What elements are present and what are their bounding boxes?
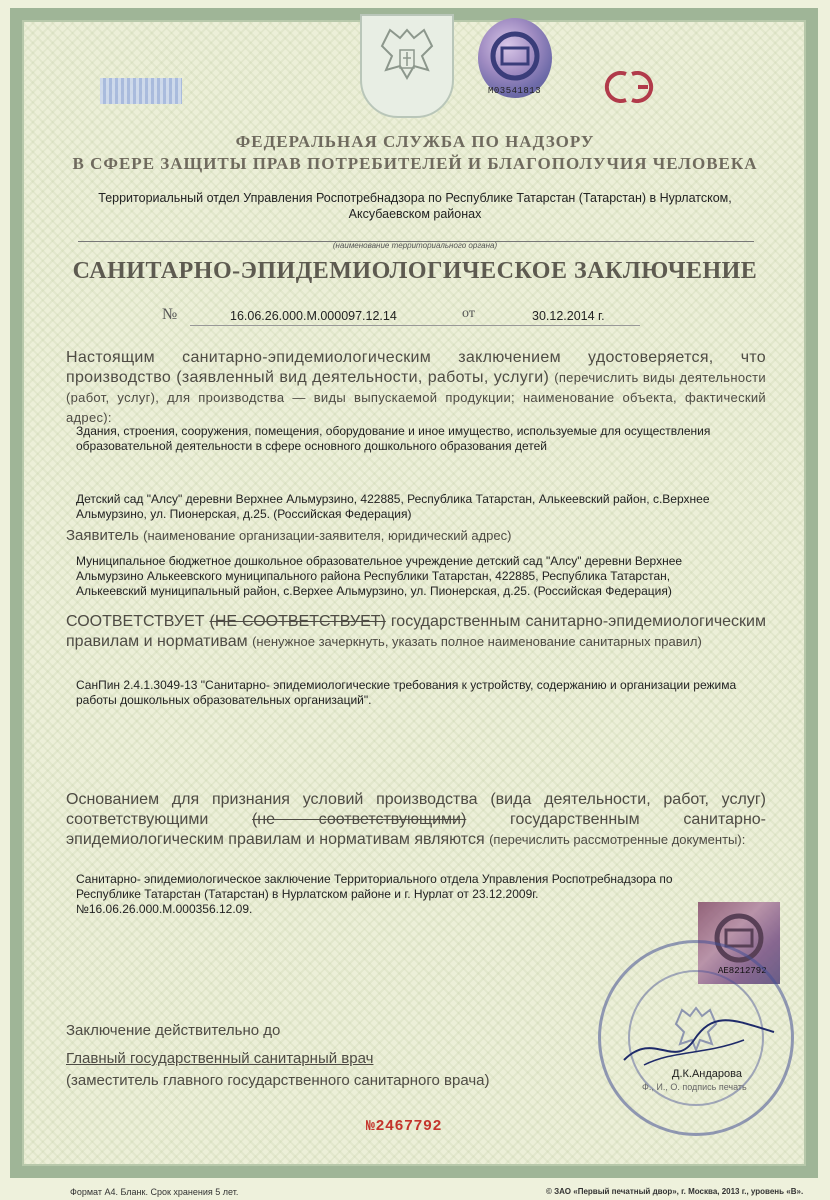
- signer-name: Д.К.Андарова: [672, 1068, 742, 1080]
- sanpin-text: СанПин 2.4.1.3049-13 "Санитарно- эпидемиологические требования к устройству, содержанию и организации режима работы дошкольных образовательных организаций".: [76, 678, 737, 707]
- form-serial-number: №2467792: [366, 1118, 443, 1135]
- basis-part2: государственным санитарно-эпидемиологическим правилам и нормативам являются: [66, 811, 766, 848]
- document-title: САНИТАРНО-ЭПИДЕМИОЛОГИЧЕСКОЕ ЗАКЛЮЧЕНИЕ: [72, 258, 758, 284]
- number-sign: №: [162, 306, 178, 323]
- footer-format-note: Формат А4. Бланк. Срок хранения 5 лет.: [70, 1187, 239, 1197]
- lead-hint: (перечислить виды деятельности (работ, услуг), для производства — виды выпускаемой продукции; наименование объекта, фактический адрес):: [66, 370, 766, 425]
- document-date: 30.12.2014 г.: [532, 309, 605, 323]
- hologram-code-2: АЕ8212792: [718, 966, 767, 976]
- object-address: Детский сад "Алсу" деревни Верхнее Альмурзино, 422885, Республика Татарстан, Алькеевский район, с.Верхнее Альмурзино, ул. Пионерская, д.25. (Российская Федерация): [76, 492, 710, 521]
- footer-printer-note: © ЗАО «Первый печатный двор», г. Москва, 2013 г., уровень «В».: [546, 1187, 804, 1196]
- lead-main: Настоящим санитарно-эпидемиологическим заключением удостоверяется, что производство (заявленный вид деятельности, работы, услуги): [66, 349, 766, 386]
- agency-title-line2: В СФЕРЕ ЗАЩИТЫ ПРАВ ПОТРЕБИТЕЛЕЙ И БЛАГОПОЛУЧИЯ ЧЕЛОВЕКА: [72, 154, 758, 173]
- compliance-hint: (ненужное зачеркнуть, указать полное наименование санитарных правил): [252, 634, 702, 649]
- territorial-caption: (наименование территориального органа): [332, 241, 498, 250]
- lead-paragraph: [66, 348, 766, 428]
- signer-caption: Ф., И., О. подпись печать: [642, 1082, 747, 1092]
- activity-text: Здания, строения, сооружения, помещения, оборудование и иное имущество, используемые для осуществления образовательной деятельности в сфере основного дошкольного образования детей: [76, 424, 711, 453]
- basis-documents: Санитарно- эпидемиологическое заключение Территориального отдела Управления Роспотребнадзора по Республике Татарстан (Татарстан) в Нурлатском районе и г. Нурлат от 23.12.2009г. №16.06.26.000.М.000356.12.09.: [76, 872, 673, 916]
- eagle-emblem-icon: [362, 16, 452, 116]
- compliance-paragraph: [66, 612, 766, 652]
- compliance-rest: государственным санитарно-эпидемиологическим правилам и нормативам: [66, 613, 766, 650]
- number-underline: [190, 325, 640, 326]
- se-logo: [598, 66, 668, 108]
- deputy-title: (заместитель главного государственного санитарного врача): [66, 1072, 490, 1089]
- valid-until-label: Заключение действительно до: [66, 1022, 281, 1039]
- applicant-label-line: [66, 526, 511, 545]
- security-strip: [100, 78, 182, 104]
- basis-part1: Основанием для признания условий производства (вида деятельности, работ, услуг) соответствующими: [66, 791, 766, 828]
- se-logo-icon: [598, 66, 668, 108]
- from-label: от: [462, 306, 475, 321]
- chief-doctor-title: Главный государственный санитарный врач: [66, 1050, 374, 1067]
- hologram-code: М03541813: [488, 86, 542, 96]
- applicant-hint: (наименование организации-заявителя, юридический адрес): [143, 528, 512, 543]
- applicant-label: Заявитель: [66, 527, 139, 544]
- basis-paragraph: [66, 790, 766, 850]
- compliance-struck: (НЕ СООТВЕТСТВУЕТ): [209, 613, 386, 630]
- emblem-plate: [360, 14, 454, 118]
- applicant-text: Муниципальное бюджетное дошкольное образовательное учреждение детский сад "Алсу" деревни Верхнее Альмурзино Алькеевского муниципального района Республики Татарстан, 422885, Республика Татарстан, Алькеевский муниципальный район, с.Верхее Альмурзино, ул. Пионерская, д.25. (Российская Федерация): [76, 554, 683, 598]
- territorial-body: Территориальный отдел Управления Роспотребнадзора по Республике Татарстан (Татарстан) в Нурлатском, Аксубаевском районах: [98, 191, 732, 221]
- basis-hint: (перечислить рассмотренные документы):: [489, 832, 746, 847]
- document-number: 16.06.26.000.М.000097.12.14: [230, 309, 397, 323]
- compliance-word: СООТВЕТСТВУЕТ: [66, 613, 205, 630]
- agency-title-line1: ФЕДЕРАЛЬНАЯ СЛУЖБА ПО НАДЗОРУ: [235, 132, 595, 151]
- basis-struck: (не соответствующими): [251, 811, 467, 828]
